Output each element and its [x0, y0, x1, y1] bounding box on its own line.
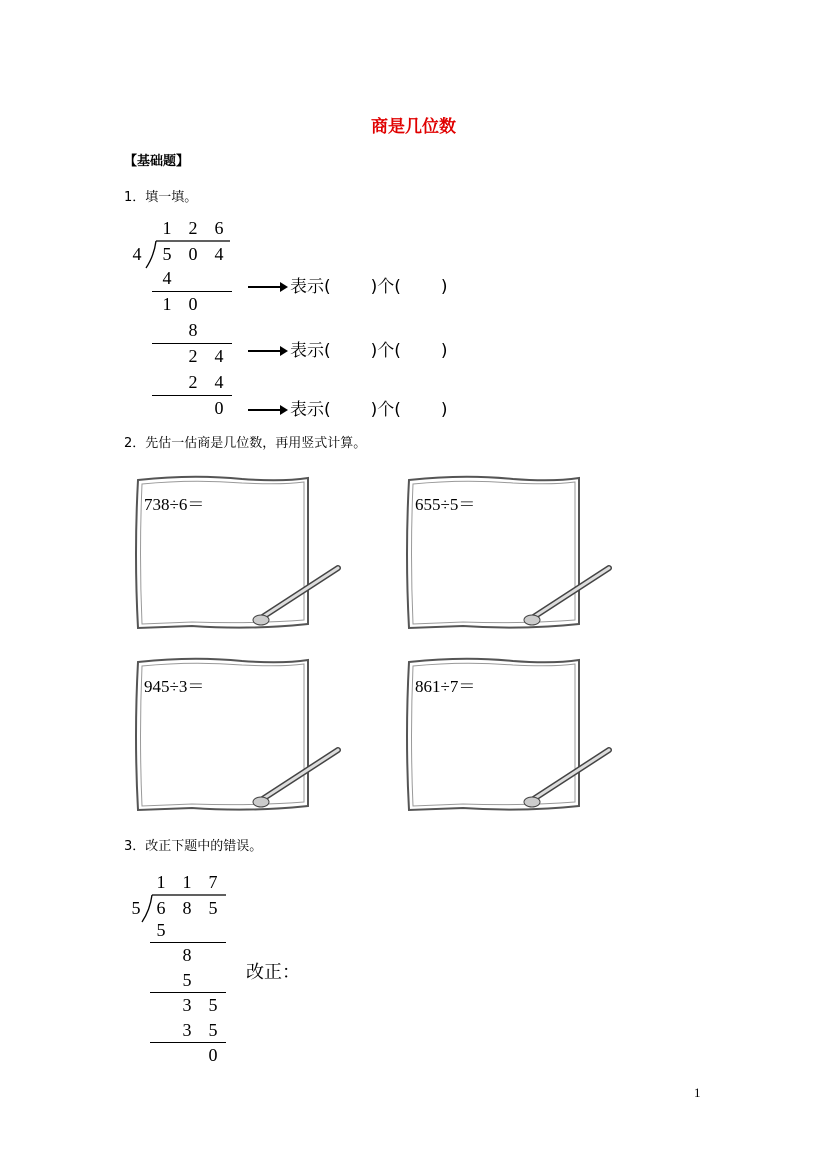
dividend-digit: 5 [162, 244, 172, 264]
quotient-digit: 2 [188, 218, 198, 238]
page-number: 1 [694, 1085, 701, 1100]
work-frame[interactable] [132, 656, 342, 816]
work-frame[interactable] [403, 656, 613, 816]
step-digit: 8 [182, 945, 192, 965]
prompt-text: )个( [370, 400, 401, 420]
division-expression: 945÷3＝ [144, 677, 205, 696]
prompt-text: )个( [370, 277, 401, 297]
step-digit: 5 [208, 995, 218, 1015]
question-1-label: 1．填一填。 [124, 190, 198, 205]
question-2-label: 2．先估一估商是几位数，再用竖式计算。 [124, 436, 367, 451]
step-digit: 4 [162, 268, 172, 288]
step-line [150, 992, 226, 993]
step-line [152, 395, 232, 396]
division-expression: 738÷6＝ [144, 495, 205, 514]
quotient-digit: 1 [182, 872, 192, 892]
dividend-digit: 6 [156, 898, 166, 918]
step-digit: 4 [214, 346, 224, 366]
answer-row [248, 336, 448, 361]
divisor: 4 [132, 244, 142, 264]
step-line [152, 291, 232, 292]
dividend-digit: 5 [208, 898, 218, 918]
answer-row [248, 395, 448, 420]
correction-label: 改正： [246, 962, 300, 983]
step-digit: 8 [188, 320, 198, 340]
prompt-text: ) [440, 400, 448, 420]
step-digit: 5 [156, 920, 166, 940]
step-digit: 0 [208, 1045, 218, 1065]
dividend-digit: 4 [214, 244, 224, 264]
question-3-label: 3．改正下题中的错误。 [124, 839, 263, 854]
step-line [150, 1042, 226, 1043]
arrow-right-icon [248, 286, 286, 288]
step-digit: 2 [188, 372, 198, 392]
step-digit: 5 [208, 1020, 218, 1040]
arrow-right-icon [248, 409, 286, 411]
quotient-digit: 6 [214, 218, 224, 238]
step-digit: 3 [182, 995, 192, 1015]
step-line [150, 942, 226, 943]
work-frame[interactable] [403, 474, 613, 634]
division-expression: 861÷7＝ [415, 677, 476, 696]
quotient-digit: 1 [162, 218, 172, 238]
step-digit: 0 [214, 398, 224, 418]
step-digit: 2 [188, 346, 198, 366]
step-digit: 3 [182, 1020, 192, 1040]
step-digit: 0 [188, 294, 198, 314]
step-digit: 1 [162, 294, 172, 314]
arrow-right-icon [248, 350, 286, 352]
dividend-digit: 0 [188, 244, 198, 264]
prompt-text: ) [440, 277, 448, 297]
step-digit: 5 [182, 970, 192, 990]
prompt-text: 表示( [290, 277, 331, 297]
divisor: 5 [131, 898, 141, 918]
dividend-digit: 8 [182, 898, 192, 918]
page-title: 商是几位数 [371, 117, 456, 137]
prompt-text: ) [440, 341, 448, 361]
step-line [152, 343, 232, 344]
answer-row [248, 272, 448, 297]
prompt-text: 表示( [290, 400, 331, 420]
section-heading: 【基础题】 [124, 154, 190, 169]
quotient-digit: 7 [208, 872, 218, 892]
work-frame[interactable] [132, 474, 342, 634]
quotient-digit: 1 [156, 872, 166, 892]
division-expression: 655÷5＝ [415, 495, 476, 514]
prompt-text: )个( [370, 341, 401, 361]
step-digit: 4 [214, 372, 224, 392]
prompt-text: 表示( [290, 341, 331, 361]
